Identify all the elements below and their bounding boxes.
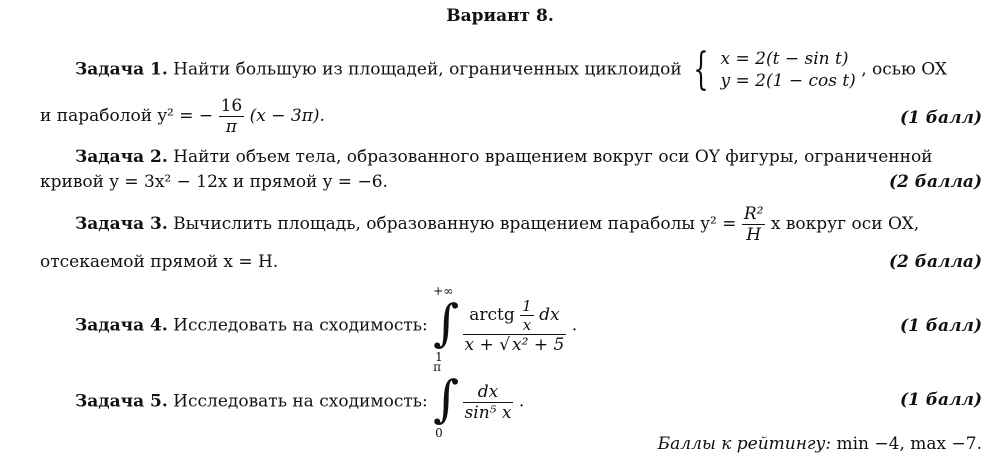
differential: dx [539,305,560,325]
fraction-numerator: R² [743,204,764,224]
task-3-line-2: отсекаемой прямой x = H. [40,252,279,272]
integral-sign-4 [433,284,460,364]
task-2-line-1 [75,147,933,167]
cycloid-system [721,48,856,92]
task-1-fraction [219,96,245,137]
sqrt-icon: √ [499,335,511,355]
task-1-line-2 [40,96,325,137]
system-line-2: y = 2(1 − cos t) [720,71,856,91]
task-4-tail: . [571,315,578,336]
integral-lower-limit: 1 [435,350,443,364]
inner-numerator: 1 [522,297,532,315]
task-5-label: Задача 5. [75,391,168,412]
task-4-line [75,284,578,364]
rating-label: Баллы к рейтингу: [657,434,832,454]
task-1-line-1 [75,44,947,95]
task-1-parabola-text: и параболой y² = − [40,106,214,126]
task-4-fraction [463,297,567,355]
fraction-denominator [463,334,567,355]
task-2-points: (2 балла) [888,172,982,192]
integral-sign-5 [433,360,460,440]
rating-footer [658,434,982,454]
task-1-axis-text: , осью OX [861,59,947,80]
inner-fraction [520,297,534,334]
task-5-points: (1 балл) [899,390,982,410]
fraction-denominator: sin⁵ x [464,402,512,423]
task-3-points: (2 балла) [888,252,982,272]
integral-upper-limit: π [433,360,442,374]
task-5-tail: . [518,391,525,412]
inner-denominator: x [520,315,534,334]
sqrt-radicand: x² + 5 [512,335,565,355]
task-4-text: Исследовать на сходимость: [173,315,428,336]
task-3-text: Вычислить площадь, образованную вращением параболы y² = [173,214,737,234]
task-3-line-1 [75,204,919,245]
task-3-fraction [742,204,766,245]
task-2-label: Задача 2. [75,147,168,167]
integral-icon: ∫ [433,370,460,428]
fraction-numerator: 16 [220,96,243,116]
fraction-denominator: H [742,224,766,245]
fraction-numerator: dx [477,381,499,402]
integral-lower-limit: 0 [435,426,443,440]
task-1-parabola-tail: (x − 3π). [249,106,325,126]
task-2-line-2: кривой y = 3x² − 12x и прямой y = −6. [40,172,388,192]
integral-upper-limit: +∞ [433,284,454,298]
den-part-a: x + [464,335,494,355]
fraction-numerator [463,297,567,334]
task-3-label: Задача 3. [75,214,168,234]
integral-icon: ∫ [433,294,460,352]
task-1-text: Найти большую из площадей, ограниченных циклоидой [173,59,682,80]
task-1-label: Задача 1. [75,59,168,80]
system-line-1: x = 2(t − sin t) [720,49,849,69]
arctg-text: arctg [469,305,515,325]
system-brace: { [693,44,709,95]
task-4-label: Задача 4. [75,315,168,336]
task-3-axis-text: x вокруг оси OX, [770,214,920,234]
rating-value: min −4, max −7. [836,434,982,454]
task-1-points: (1 балл) [899,108,982,128]
task-5-text: Исследовать на сходимость: [173,391,428,412]
fraction-denominator: π [219,116,245,137]
page-title: Вариант 8. [446,6,554,26]
task-4-points: (1 балл) [899,316,982,336]
task-5-line [75,360,525,440]
task-5-fraction [463,382,514,423]
task-2-text: Найти объем тела, образованного вращением вокруг оси OY фигуры, ограниченной [173,147,933,167]
